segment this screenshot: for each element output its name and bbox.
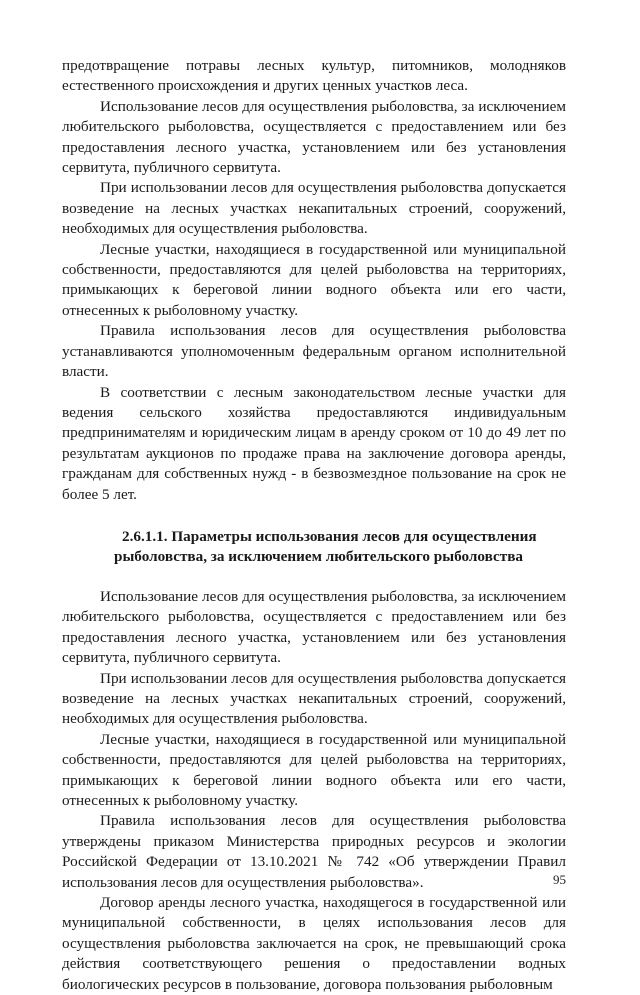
paragraph: Лесные участки, находящиеся в государственной или муниципальной собственности, предоставляются для целей рыболовства на территориях, примыкающих к береговой линии водного объекта или его части, отнесенных к рыболовному участку. — [62, 240, 566, 319]
paragraph: При использовании лесов для осуществления рыболовства допускается возведение на лесных участках некапитальных строений, сооружений, необходимых для осуществления рыболовства. — [62, 669, 566, 728]
section-heading-line-2: рыболовства, за исключением любительского рыболовства — [114, 547, 524, 565]
paragraph: При использовании лесов для осуществления рыболовства допускается возведение на лесных участках некапитальных строений, сооружений, необходимых для осуществления рыболовства. — [62, 179, 566, 238]
paragraph: Использование лесов для осуществления рыболовства, за исключением любительского рыболовства, осуществляется с предоставлением или без предоставления лесного участка, установлением или без установления сервитута, публичного сервитута. — [62, 587, 566, 667]
section-heading — [62, 527, 566, 567]
section-heading-line-1: 2.6.1.1. Параметры использования лесов для осуществления — [122, 527, 537, 545]
paragraph: Лесные участки, находящиеся в государственной или муниципальной собственности, предоставляются для целей рыболовства на территориях, примыкающих к береговой линии водного объекта или его части, отнесенных к рыболовному участку. — [62, 730, 566, 809]
paragraph: предотвращение потравы лесных культур, питомников, молодняков естественного происхождения и других ценных участков леса. — [62, 57, 566, 95]
document-page — [62, 56, 566, 995]
paragraph: Договор аренды лесного участка, находящегося в государственной или муниципальной собственности, в целях использования лесов для осуществления рыболовства заключается на срок, не превышающий срока действия соответствующего решения о предоставлении водных биологических ресурсов в пользование, договора пользования рыболовным — [62, 894, 566, 993]
paragraph: Правила использования лесов для осуществления рыболовства устанавливаются уполномоченным федеральным органом исполнительной власти. — [62, 322, 566, 381]
paragraph: В соответствии с лесным законодательством лесные участки для ведения сельского хозяйства предоставляются индивидуальным предпринимателям и юридическим лицам в аренду сроком от 10 до 49 лет по результатам аукционов по продаже права на заключение договора аренды, гражданам для собственных нужд - в безвозмездное пользование на срок не более 5 лет. — [62, 383, 566, 503]
page-number: 95 — [553, 872, 566, 887]
paragraph: Использование лесов для осуществления рыболовства, за исключением любительского рыболовства, осуществляется с предоставлением или без предоставления лесного участка, установлением или без установления сервитута, публичного сервитута. — [62, 97, 566, 177]
paragraph: Правила использования лесов для осуществления рыболовства утверждены приказом Министерства природных ресурсов и экологии Российской Федерации от 13.10.2021 № 742 «Об утверждении Правил использования лесов для осуществления рыболовства». — [62, 812, 566, 891]
